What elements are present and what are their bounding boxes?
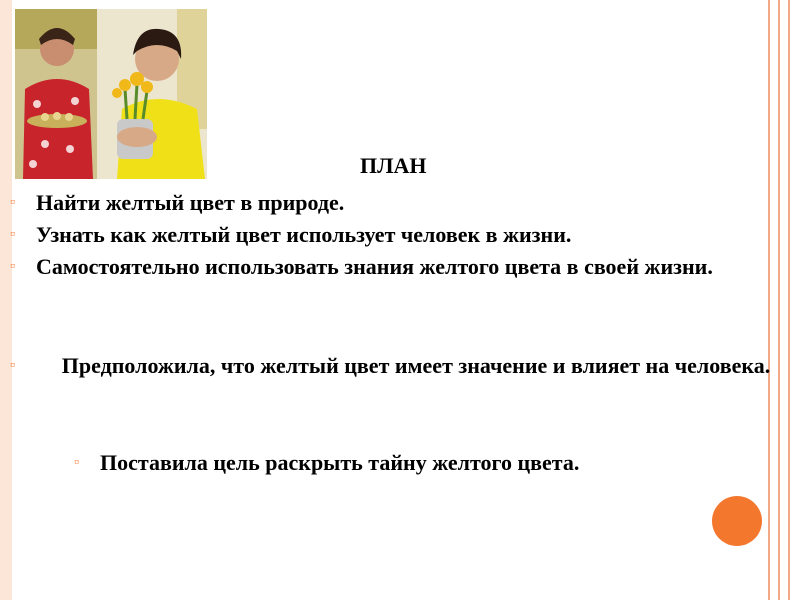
right-decorative-border — [760, 0, 800, 600]
bullet-item-1: ▫ Найти желтый цвет в природе. — [10, 190, 345, 215]
photo-girl-with-yellow-flowers — [97, 9, 207, 179]
bullet-item-3: ▫ Самостоятельно использовать знания желтого цвета в своей жизни. — [10, 254, 713, 279]
open-square-bullet-icon: ▫ — [10, 259, 15, 274]
left-decorative-border — [0, 0, 12, 600]
open-square-bullet-icon: ▫ — [10, 358, 15, 373]
orange-circle-decoration — [712, 496, 762, 546]
open-square-bullet-icon: ▫ — [10, 227, 15, 242]
bullet-item-4: ▫ Предположила, что желтый цвет имеет значение и влияет на человека. — [10, 353, 771, 378]
slide-title: ПЛАН — [360, 153, 427, 178]
bullet-item-2: ▫ Узнать как желтый цвет использует человек в жизни. — [10, 222, 572, 247]
bullet-item-5: ▫ Поставила цель раскрыть тайну желтого цвета. — [74, 450, 580, 475]
open-square-bullet-icon: ▫ — [10, 195, 15, 210]
open-square-bullet-icon: ▫ — [74, 455, 79, 470]
photo-woman-holding-tray — [15, 9, 99, 179]
